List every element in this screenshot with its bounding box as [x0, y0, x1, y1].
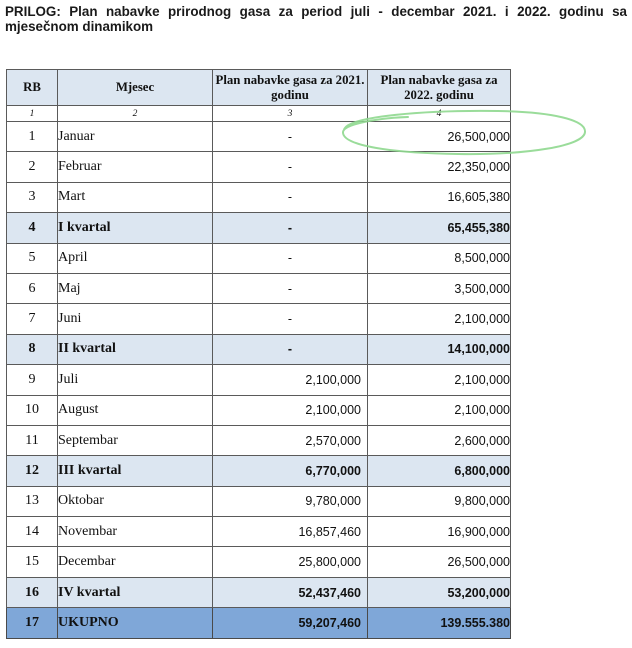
- plan-2022-value: 16,605,380: [368, 182, 511, 212]
- plan-2021-value: -: [213, 213, 368, 243]
- plan-2022-value: 2,600,000: [368, 425, 511, 455]
- plan-2021-value: 25,800,000: [213, 547, 368, 577]
- plan-2022-value: 2,100,000: [368, 304, 511, 334]
- row-label: IV kvartal: [58, 577, 213, 607]
- row-label: Decembar: [58, 547, 213, 577]
- row-number: 16: [7, 577, 58, 607]
- plan-2021-value: -: [213, 182, 368, 212]
- table-row: [7, 517, 511, 547]
- plan-2022-value: 16,900,000: [368, 517, 511, 547]
- plan-2022-value: 2,100,000: [368, 395, 511, 425]
- plan-2021-value: 16,857,460: [213, 517, 368, 547]
- plan-2022-value: 14,100,000: [368, 334, 511, 364]
- quarter-row: [7, 213, 511, 243]
- row-label: Januar: [58, 122, 213, 152]
- table-row: [7, 304, 511, 334]
- plan-2022-value: 3,500,000: [368, 273, 511, 303]
- total-row: [7, 608, 511, 638]
- plan-2021-value: 2,100,000: [213, 395, 368, 425]
- row-number: 3: [7, 182, 58, 212]
- row-number: 9: [7, 365, 58, 395]
- plan-2021-value: -: [213, 334, 368, 364]
- column-index-row: [7, 106, 511, 122]
- row-number: 10: [7, 395, 58, 425]
- row-number: 7: [7, 304, 58, 334]
- row-number: 17: [7, 608, 58, 638]
- plan-2022-value: 8,500,000: [368, 243, 511, 273]
- plan-2022-value: 139.555.380: [368, 608, 511, 638]
- table-row: [7, 425, 511, 455]
- row-label: Juli: [58, 365, 213, 395]
- plan-2021-value: 59,207,460: [213, 608, 368, 638]
- plan-2022-value: 26,500,000: [368, 122, 511, 152]
- row-number: 12: [7, 456, 58, 486]
- header-month: Mjesec: [58, 70, 213, 106]
- header-plan-2022: Plan nabavke gasa za 2022. godinu: [368, 70, 511, 106]
- row-number: 13: [7, 486, 58, 516]
- table-row: [7, 122, 511, 152]
- table-row: [7, 182, 511, 212]
- plan-2021-value: 9,780,000: [213, 486, 368, 516]
- document-heading: PRILOG: Plan nabavke prirodnog gasa za period juli - decembar 2021. i 2022. godinu sa mjesečnom dinamikom: [5, 4, 627, 34]
- plan-2022-value: 22,350,000: [368, 152, 511, 182]
- column-index: 1: [7, 106, 58, 122]
- row-label: Juni: [58, 304, 213, 334]
- plan-2022-value: 26,500,000: [368, 547, 511, 577]
- plan-2022-value: 53,200,000: [368, 577, 511, 607]
- quarter-row: [7, 456, 511, 486]
- row-number: 11: [7, 425, 58, 455]
- table-header-row: [7, 70, 511, 106]
- row-label: Oktobar: [58, 486, 213, 516]
- row-label: April: [58, 243, 213, 273]
- row-label: Septembar: [58, 425, 213, 455]
- plan-2021-value: 2,100,000: [213, 365, 368, 395]
- row-label: Maj: [58, 273, 213, 303]
- column-index: 2: [58, 106, 213, 122]
- plan-2022-value: 6,800,000: [368, 456, 511, 486]
- plan-2021-value: -: [213, 122, 368, 152]
- quarter-row: [7, 334, 511, 364]
- row-number: 8: [7, 334, 58, 364]
- row-number: 5: [7, 243, 58, 273]
- row-label: August: [58, 395, 213, 425]
- column-index: 3: [213, 106, 368, 122]
- row-label: Novembar: [58, 517, 213, 547]
- row-label: I kvartal: [58, 213, 213, 243]
- row-number: 2: [7, 152, 58, 182]
- table-row: [7, 547, 511, 577]
- row-number: 15: [7, 547, 58, 577]
- row-number: 1: [7, 122, 58, 152]
- plan-2021-value: -: [213, 273, 368, 303]
- header-plan-2021: Plan nabavke gasa za 2021. godinu: [213, 70, 368, 106]
- row-label: UKUPNO: [58, 608, 213, 638]
- table-row: [7, 243, 511, 273]
- plan-2022-value: 2,100,000: [368, 365, 511, 395]
- quarter-row: [7, 577, 511, 607]
- table-row: [7, 365, 511, 395]
- row-number: 14: [7, 517, 58, 547]
- plan-2022-value: 65,455,380: [368, 213, 511, 243]
- gas-procurement-table: [6, 69, 511, 639]
- table-row: [7, 395, 511, 425]
- plan-2021-value: -: [213, 152, 368, 182]
- table-body: [7, 122, 511, 639]
- table-row: [7, 273, 511, 303]
- column-index: 4: [368, 106, 511, 122]
- plan-2021-value: -: [213, 243, 368, 273]
- table-row: [7, 486, 511, 516]
- plan-2021-value: 2,570,000: [213, 425, 368, 455]
- plan-2022-value: 9,800,000: [368, 486, 511, 516]
- row-label: III kvartal: [58, 456, 213, 486]
- plan-2021-value: 52,437,460: [213, 577, 368, 607]
- row-label: Februar: [58, 152, 213, 182]
- table-row: [7, 152, 511, 182]
- row-label: Mart: [58, 182, 213, 212]
- row-number: 6: [7, 273, 58, 303]
- header-rb: RB: [7, 70, 58, 106]
- plan-2021-value: -: [213, 304, 368, 334]
- row-number: 4: [7, 213, 58, 243]
- row-label: II kvartal: [58, 334, 213, 364]
- plan-2021-value: 6,770,000: [213, 456, 368, 486]
